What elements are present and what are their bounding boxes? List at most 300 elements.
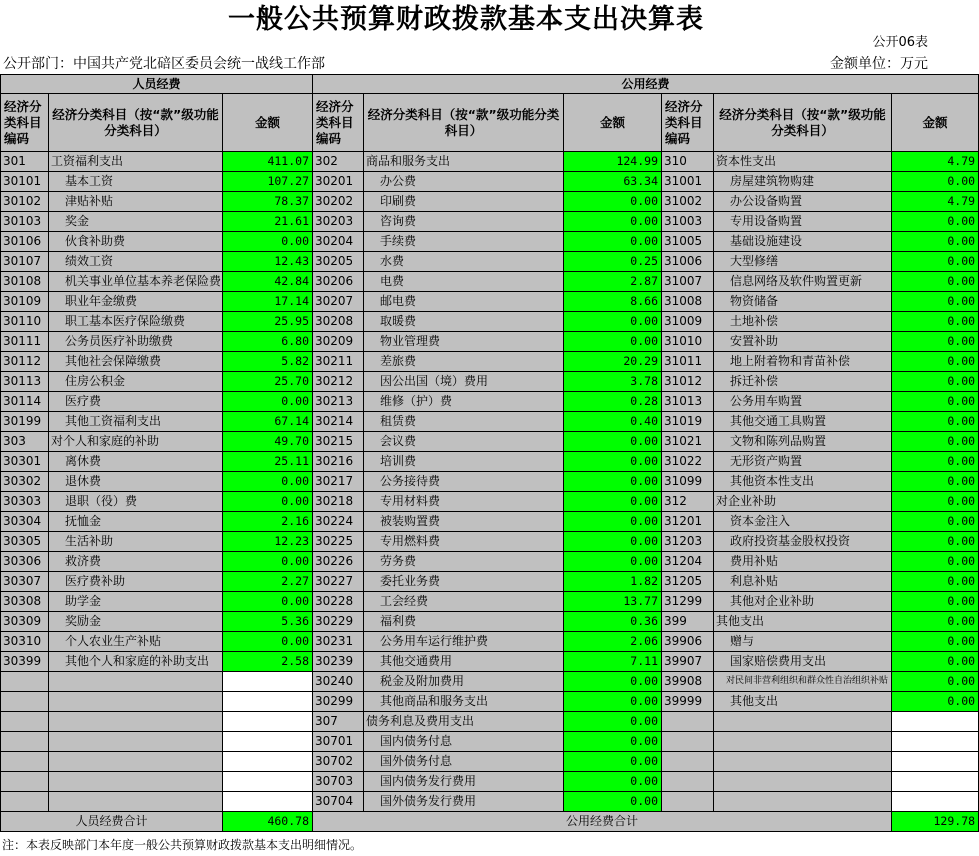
amount-cell: 0.25 [564, 252, 662, 272]
amount-cell: 4.79 [892, 192, 979, 212]
code-cell: 30212 [313, 372, 364, 392]
empty-name-cell [49, 752, 223, 772]
name-cell: 奖励金 [49, 612, 223, 632]
name-cell: 其他支出 [714, 612, 892, 632]
amount-cell: 67.14 [223, 412, 313, 432]
amount-cell: 0.00 [564, 232, 662, 252]
name-cell: 机关事业单位基本养老保险费 [49, 272, 223, 292]
amount-cell: 107.27 [223, 172, 313, 192]
amount-cell: 0.00 [564, 672, 662, 692]
code-cell: 30307 [1, 572, 49, 592]
name-cell: 福利费 [364, 612, 564, 632]
table-row [1, 412, 979, 432]
table-row [1, 312, 979, 332]
name-cell: 物资储备 [714, 292, 892, 312]
table-row [1, 572, 979, 592]
personnel-total-label: 人员经费合计 [1, 812, 223, 832]
amount-cell: 0.28 [564, 392, 662, 412]
amount-cell: 0.00 [564, 332, 662, 352]
page-title: 一般公共预算财政拨款基本支出决算表 [228, 4, 704, 35]
code-cell: 31002 [662, 192, 714, 212]
name-cell: 国外债务付息 [364, 752, 564, 772]
table-row [1, 152, 979, 172]
empty-code-cell [662, 752, 714, 772]
name-cell: 其他工资福利支出 [49, 412, 223, 432]
header-name: 经济分类科目（按“款”级功能分类科目） [49, 94, 223, 152]
amount-cell: 0.00 [892, 592, 979, 612]
table-row [1, 352, 979, 372]
code-cell: 31011 [662, 352, 714, 372]
name-cell: 办公设备购置 [714, 192, 892, 212]
amount-cell: 20.29 [564, 352, 662, 372]
amount-cell: 411.07 [223, 152, 313, 172]
name-cell: 对个人和家庭的补助 [49, 432, 223, 452]
code-cell: 30215 [313, 432, 364, 452]
name-cell: 其他支出 [714, 692, 892, 712]
name-cell: 差旅费 [364, 352, 564, 372]
code-cell: 31019 [662, 412, 714, 432]
name-cell: 咨询费 [364, 212, 564, 232]
code-cell: 30203 [313, 212, 364, 232]
table-row [1, 692, 979, 712]
amount-cell: 0.00 [223, 592, 313, 612]
code-cell: 30204 [313, 232, 364, 252]
empty-code-cell [662, 732, 714, 752]
amount-cell: 0.00 [564, 692, 662, 712]
table-row [1, 632, 979, 652]
name-cell: 水费 [364, 252, 564, 272]
code-cell: 310 [662, 152, 714, 172]
amount-cell: 0.00 [892, 492, 979, 512]
amount-cell: 0.00 [564, 712, 662, 732]
name-cell: 对民间非营利组织和群众性自治组织补贴 [714, 672, 892, 692]
name-cell: 物业管理费 [364, 332, 564, 352]
amount-cell: 0.00 [892, 552, 979, 572]
code-cell: 39999 [662, 692, 714, 712]
name-cell: 土地补偿 [714, 312, 892, 332]
amount-cell: 0.00 [892, 332, 979, 352]
code-cell: 30240 [313, 672, 364, 692]
name-cell: 房屋建筑物购建 [714, 172, 892, 192]
public-total-label: 公用经费合计 [313, 812, 892, 832]
amount-cell: 0.00 [892, 672, 979, 692]
code-cell: 30109 [1, 292, 49, 312]
name-cell: 个人农业生产补贴 [49, 632, 223, 652]
code-cell: 30101 [1, 172, 49, 192]
name-cell: 专用燃料费 [364, 532, 564, 552]
amount-cell: 0.00 [223, 492, 313, 512]
code-cell: 307 [313, 712, 364, 732]
amount-cell: 0.00 [892, 412, 979, 432]
code-cell: 31012 [662, 372, 714, 392]
code-cell: 30229 [313, 612, 364, 632]
amount-cell: 0.00 [564, 772, 662, 792]
name-cell: 其他个人和家庭的补助支出 [49, 652, 223, 672]
amount-cell: 12.43 [223, 252, 313, 272]
code-cell: 30309 [1, 612, 49, 632]
code-cell: 30228 [313, 592, 364, 612]
code-cell: 30227 [313, 572, 364, 592]
amount-cell: 0.00 [564, 312, 662, 332]
amount-cell: 3.78 [564, 372, 662, 392]
code-cell: 31204 [662, 552, 714, 572]
table-row [1, 792, 979, 812]
code-cell: 30208 [313, 312, 364, 332]
empty-name-cell [49, 692, 223, 712]
code-cell: 30113 [1, 372, 49, 392]
table-row [1, 292, 979, 312]
amount-cell: 0.00 [564, 732, 662, 752]
name-cell: 职工基本医疗保险缴费 [49, 312, 223, 332]
header-name: 经济分类科目（按“款”级功能分类科目） [364, 94, 564, 152]
name-cell: 委托业务费 [364, 572, 564, 592]
table-row [1, 472, 979, 492]
name-cell: 退职（役）费 [49, 492, 223, 512]
code-cell: 30225 [313, 532, 364, 552]
empty-amount-cell [223, 792, 313, 812]
name-cell: 会议费 [364, 432, 564, 452]
empty-amount-cell [892, 732, 979, 752]
name-cell: 文物和陈列品购置 [714, 432, 892, 452]
code-cell: 30209 [313, 332, 364, 352]
code-cell: 31008 [662, 292, 714, 312]
code-cell: 30214 [313, 412, 364, 432]
empty-amount-cell [892, 792, 979, 812]
name-cell: 救济费 [49, 552, 223, 572]
amount-cell: 0.00 [223, 392, 313, 412]
table-row [1, 452, 979, 472]
amount-cell: 0.00 [892, 352, 979, 372]
amount-cell: 0.00 [892, 452, 979, 472]
name-cell: 国家赔偿费用支出 [714, 652, 892, 672]
code-cell: 302 [313, 152, 364, 172]
empty-amount-cell [892, 772, 979, 792]
table-row [1, 212, 979, 232]
name-cell: 大型修缮 [714, 252, 892, 272]
name-cell: 其他资本性支出 [714, 472, 892, 492]
amount-cell: 0.36 [564, 612, 662, 632]
name-cell: 生活补助 [49, 532, 223, 552]
name-cell: 资本金注入 [714, 512, 892, 532]
amount-cell: 0.00 [892, 392, 979, 412]
amount-cell: 0.00 [564, 792, 662, 812]
code-cell: 30226 [313, 552, 364, 572]
amount-cell: 0.00 [564, 752, 662, 772]
totals-row [1, 812, 979, 832]
amount-cell: 0.00 [892, 372, 979, 392]
amount-cell: 21.61 [223, 212, 313, 232]
code-cell: 30205 [313, 252, 364, 272]
name-cell: 退休费 [49, 472, 223, 492]
name-cell: 安置补助 [714, 332, 892, 352]
table-row [1, 372, 979, 392]
code-cell: 30310 [1, 632, 49, 652]
code-cell: 312 [662, 492, 714, 512]
code-cell: 30211 [313, 352, 364, 372]
empty-name-cell [714, 732, 892, 752]
amount-cell: 0.00 [564, 492, 662, 512]
amount-cell: 0.00 [892, 172, 979, 192]
name-cell: 无形资产购置 [714, 452, 892, 472]
name-cell: 商品和服务支出 [364, 152, 564, 172]
section-public: 公用经费 [313, 75, 979, 94]
code-cell: 31010 [662, 332, 714, 352]
empty-amount-cell [223, 712, 313, 732]
amount-cell: 2.87 [564, 272, 662, 292]
amount-cell: 2.58 [223, 652, 313, 672]
header-amount: 金额 [892, 94, 979, 152]
table-row [1, 232, 979, 252]
amount-cell: 0.00 [564, 212, 662, 232]
amount-cell: 5.36 [223, 612, 313, 632]
code-cell: 30201 [313, 172, 364, 192]
table-row [1, 532, 979, 552]
name-cell: 其他对企业补助 [714, 592, 892, 612]
code-cell: 30199 [1, 412, 49, 432]
code-cell: 31013 [662, 392, 714, 412]
table-row [1, 772, 979, 792]
name-cell: 专用设备购置 [714, 212, 892, 232]
code-cell: 30207 [313, 292, 364, 312]
amount-cell: 2.06 [564, 632, 662, 652]
table-row [1, 252, 979, 272]
name-cell: 助学金 [49, 592, 223, 612]
code-cell: 31022 [662, 452, 714, 472]
code-cell: 31203 [662, 532, 714, 552]
amount-cell: 49.70 [223, 432, 313, 452]
name-cell: 医疗费 [49, 392, 223, 412]
empty-code-cell [1, 712, 49, 732]
code-cell: 30399 [1, 652, 49, 672]
code-cell: 30102 [1, 192, 49, 212]
header-code: 经济分类科目编码 [662, 94, 714, 152]
code-cell: 30308 [1, 592, 49, 612]
header-code: 经济分类科目编码 [1, 94, 49, 152]
amount-cell: 0.00 [892, 692, 979, 712]
code-cell: 31006 [662, 252, 714, 272]
amount-cell: 12.23 [223, 532, 313, 552]
name-cell: 邮电费 [364, 292, 564, 312]
table-row [1, 272, 979, 292]
empty-amount-cell [223, 732, 313, 752]
table-row [1, 192, 979, 212]
code-cell: 30213 [313, 392, 364, 412]
code-cell: 30108 [1, 272, 49, 292]
code-cell: 399 [662, 612, 714, 632]
code-cell: 30302 [1, 472, 49, 492]
code-cell: 39907 [662, 652, 714, 672]
code-cell: 30224 [313, 512, 364, 532]
code-cell: 30305 [1, 532, 49, 552]
amount-cell: 0.00 [892, 272, 979, 292]
unit-label: 金额单位：万元 [830, 56, 928, 72]
amount-cell: 0.00 [892, 292, 979, 312]
code-cell: 30701 [313, 732, 364, 752]
name-cell: 办公费 [364, 172, 564, 192]
amount-cell: 6.80 [223, 332, 313, 352]
table-row [1, 432, 979, 452]
table-row [1, 752, 979, 772]
amount-cell: 42.84 [223, 272, 313, 292]
name-cell: 工资福利支出 [49, 152, 223, 172]
empty-code-cell [1, 732, 49, 752]
code-cell: 30217 [313, 472, 364, 492]
empty-name-cell [714, 792, 892, 812]
table-row [1, 672, 979, 692]
table-row [1, 712, 979, 732]
amount-cell: 0.00 [892, 472, 979, 492]
personnel-total-amount: 460.78 [223, 812, 313, 832]
code-cell: 30114 [1, 392, 49, 412]
public-total-amount: 129.78 [892, 812, 979, 832]
code-cell: 31099 [662, 472, 714, 492]
code-cell: 30110 [1, 312, 49, 332]
name-cell: 其他交通费用 [364, 652, 564, 672]
name-cell: 资本性支出 [714, 152, 892, 172]
name-cell: 公务用车运行维护费 [364, 632, 564, 652]
amount-cell: 0.00 [892, 532, 979, 552]
code-cell: 30299 [313, 692, 364, 712]
code-cell: 31299 [662, 592, 714, 612]
amount-cell: 4.79 [892, 152, 979, 172]
code-cell: 39908 [662, 672, 714, 692]
table-row [1, 732, 979, 752]
code-cell: 31001 [662, 172, 714, 192]
amount-cell: 7.11 [564, 652, 662, 672]
table-row [1, 172, 979, 192]
code-cell: 30231 [313, 632, 364, 652]
name-cell: 医疗费补助 [49, 572, 223, 592]
name-cell: 工会经费 [364, 592, 564, 612]
name-cell: 抚恤金 [49, 512, 223, 532]
code-cell: 30218 [313, 492, 364, 512]
empty-code-cell [1, 672, 49, 692]
header-amount: 金额 [223, 94, 313, 152]
name-cell: 培训费 [364, 452, 564, 472]
code-cell: 30206 [313, 272, 364, 292]
name-cell: 国外债务发行费用 [364, 792, 564, 812]
code-cell: 30704 [313, 792, 364, 812]
empty-amount-cell [223, 772, 313, 792]
table-row [1, 512, 979, 532]
amount-cell: 0.00 [892, 512, 979, 532]
name-cell: 伙食补助费 [49, 232, 223, 252]
amount-cell: 0.00 [564, 512, 662, 532]
empty-code-cell [1, 692, 49, 712]
amount-cell: 17.14 [223, 292, 313, 312]
code-cell: 30239 [313, 652, 364, 672]
empty-amount-cell [223, 672, 313, 692]
name-cell: 电费 [364, 272, 564, 292]
empty-name-cell [49, 792, 223, 812]
amount-cell: 2.27 [223, 572, 313, 592]
table-row [1, 592, 979, 612]
name-cell: 国内债务发行费用 [364, 772, 564, 792]
name-cell: 住房公积金 [49, 372, 223, 392]
code-cell: 31009 [662, 312, 714, 332]
amount-cell: 0.00 [223, 472, 313, 492]
name-cell: 公务用车购置 [714, 392, 892, 412]
name-cell: 费用补贴 [714, 552, 892, 572]
amount-cell: 25.95 [223, 312, 313, 332]
amount-cell: 0.00 [892, 312, 979, 332]
name-cell: 对企业补助 [714, 492, 892, 512]
amount-cell: 0.00 [892, 212, 979, 232]
header-code: 经济分类科目编码 [313, 94, 364, 152]
table-row [1, 612, 979, 632]
name-cell: 离休费 [49, 452, 223, 472]
amount-cell: 124.99 [564, 152, 662, 172]
code-cell: 30112 [1, 352, 49, 372]
empty-code-cell [662, 712, 714, 732]
code-cell: 30111 [1, 332, 49, 352]
empty-name-cell [49, 732, 223, 752]
name-cell: 因公出国（境）费用 [364, 372, 564, 392]
name-cell: 基础设施建设 [714, 232, 892, 252]
header-name: 经济分类科目（按“款”级功能分类科目） [714, 94, 892, 152]
amount-cell: 0.00 [892, 632, 979, 652]
department-label: 公开部门：中国共产党北碚区委员会统一战线工作部 [3, 56, 325, 72]
name-cell: 奖金 [49, 212, 223, 232]
section-personnel: 人员经费 [1, 75, 313, 94]
name-cell: 维修（护）费 [364, 392, 564, 412]
empty-code-cell [1, 752, 49, 772]
name-cell: 专用材料费 [364, 492, 564, 512]
empty-code-cell [662, 792, 714, 812]
code-cell: 31201 [662, 512, 714, 532]
amount-cell: 0.00 [223, 552, 313, 572]
table-row [1, 332, 979, 352]
name-cell: 信息网络及软件购置更新 [714, 272, 892, 292]
code-cell: 303 [1, 432, 49, 452]
code-cell: 30107 [1, 252, 49, 272]
table-row [1, 652, 979, 672]
name-cell: 地上附着物和青苗补偿 [714, 352, 892, 372]
code-cell: 30103 [1, 212, 49, 232]
name-cell: 基本工资 [49, 172, 223, 192]
amount-cell: 2.16 [223, 512, 313, 532]
name-cell: 拆迁补偿 [714, 372, 892, 392]
amount-cell: 0.00 [223, 232, 313, 252]
name-cell: 公务接待费 [364, 472, 564, 492]
name-cell: 债务利息及费用支出 [364, 712, 564, 732]
amount-cell: 0.00 [223, 632, 313, 652]
code-cell: 30702 [313, 752, 364, 772]
empty-amount-cell [892, 712, 979, 732]
name-cell: 劳务费 [364, 552, 564, 572]
code-cell: 30106 [1, 232, 49, 252]
empty-name-cell [49, 772, 223, 792]
table-number: 公开06表 [872, 35, 928, 50]
name-cell: 手续费 [364, 232, 564, 252]
name-cell: 取暖费 [364, 312, 564, 332]
name-cell: 税金及附加费用 [364, 672, 564, 692]
name-cell: 印刷费 [364, 192, 564, 212]
code-cell: 39906 [662, 632, 714, 652]
empty-code-cell [1, 772, 49, 792]
empty-amount-cell [223, 692, 313, 712]
name-cell: 职业年金缴费 [49, 292, 223, 312]
amount-cell: 0.40 [564, 412, 662, 432]
header-amount: 金额 [564, 94, 662, 152]
name-cell: 绩效工资 [49, 252, 223, 272]
code-cell: 30216 [313, 452, 364, 472]
amount-cell: 25.70 [223, 372, 313, 392]
code-cell: 31021 [662, 432, 714, 452]
name-cell: 其他商品和服务支出 [364, 692, 564, 712]
amount-cell: 25.11 [223, 452, 313, 472]
name-cell: 其他交通工具购置 [714, 412, 892, 432]
